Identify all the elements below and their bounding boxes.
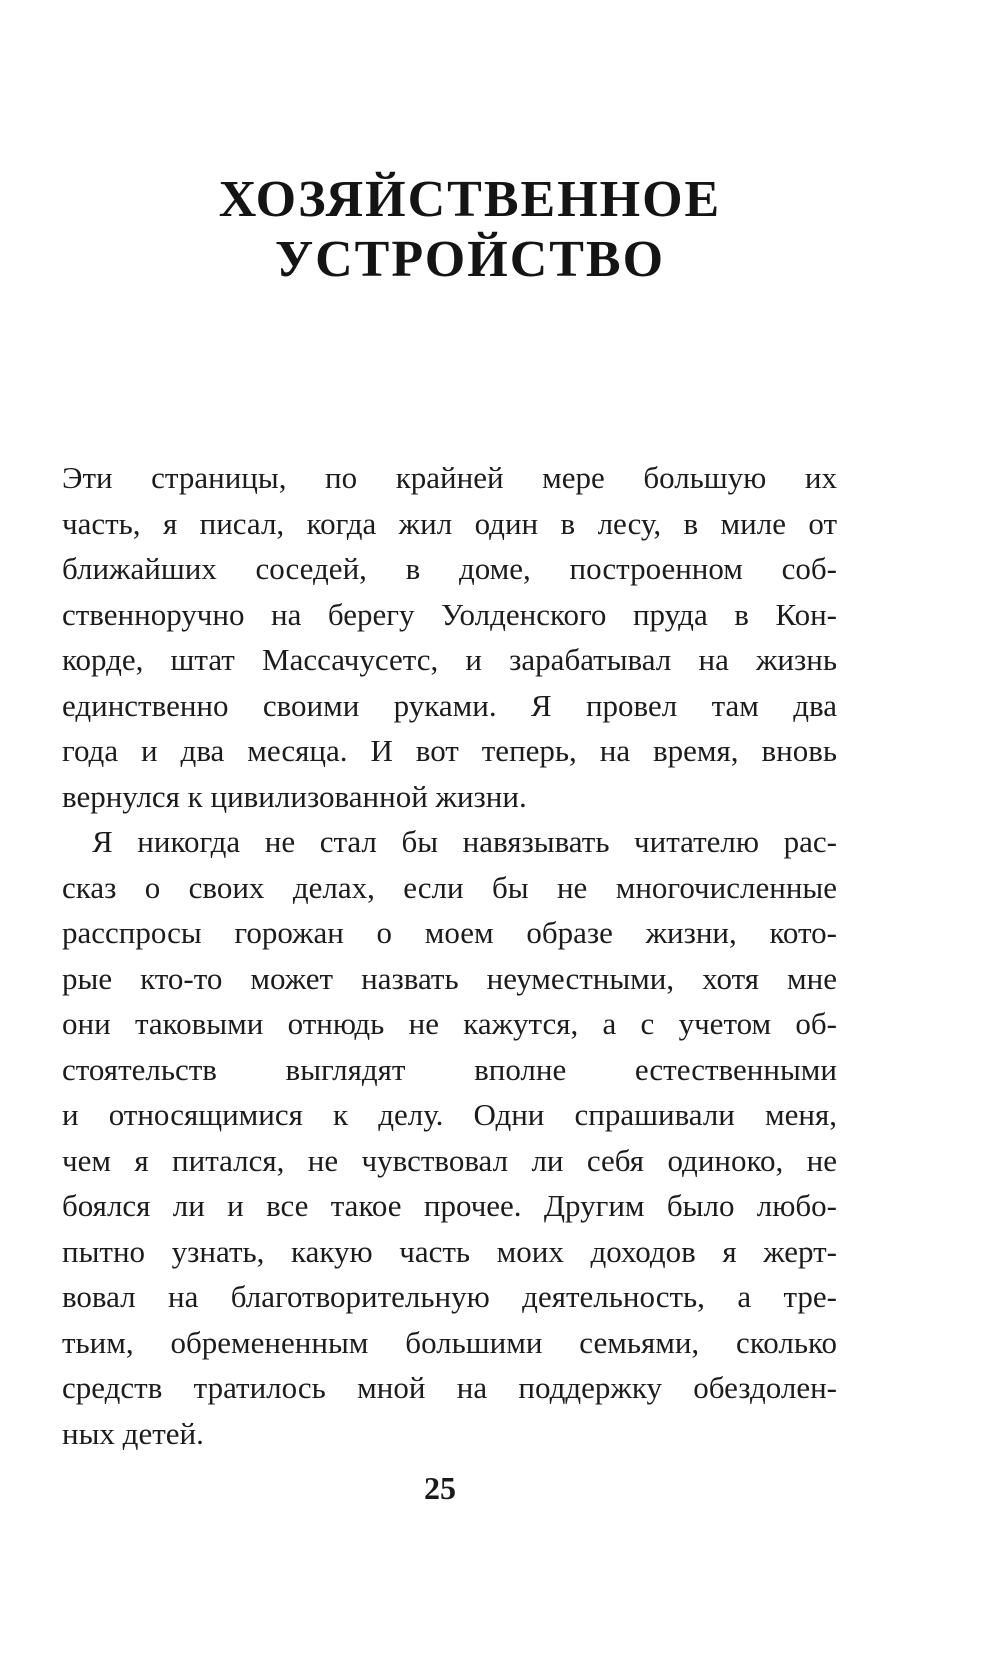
text-line: ближайших соседей, в доме, построенном соб- bbox=[62, 551, 837, 586]
text-line: стоятельств выглядят вполне естественными bbox=[62, 1051, 837, 1087]
text-line: вернулся к цивилизованной жизни. bbox=[62, 778, 527, 814]
text-line: часть, я писал, когда жил один в лесу, в миле от bbox=[62, 505, 837, 541]
text-line: единственно своими руками. Я провел там два bbox=[62, 687, 837, 723]
text-line: года и два месяца. И вот теперь, на время, вновь bbox=[62, 733, 837, 768]
text-line: они таковыми отнюдь не кажутся, а с учетом об- bbox=[62, 1006, 837, 1041]
text-line: корде, штат Массачусетс, и зарабатывал на жизнь bbox=[62, 642, 837, 677]
text-line: средств тратилось мной на поддержку обездолен- bbox=[62, 1370, 837, 1405]
text-line: тьим, обремененным большими семьями, сколько bbox=[62, 1324, 837, 1360]
text-line: ственноручно на берегу Уолденского пруда в Кон- bbox=[62, 596, 837, 632]
chapter-body bbox=[62, 455, 837, 1456]
text-line: расспросы горожан о моем образе жизни, кото- bbox=[62, 915, 837, 950]
text-line: сказ о своих делах, если бы не многочисленные bbox=[62, 869, 837, 905]
text-line: ных детей. bbox=[62, 1415, 204, 1451]
text-line: чем я питался, не чувствовал ли себя одиноко, не bbox=[62, 1142, 837, 1178]
text-line: вовал на благотворительную деятельность, а тре- bbox=[62, 1279, 837, 1314]
chapter-title-line: УСТРОЙСТВО bbox=[274, 230, 666, 288]
paragraph bbox=[62, 455, 837, 819]
text-line: пытно узнать, какую часть моих доходов я жерт- bbox=[62, 1233, 837, 1269]
chapter-title bbox=[0, 170, 940, 290]
text-line: боялся ли и все такое прочее. Другим было любо- bbox=[62, 1188, 837, 1223]
paragraph bbox=[62, 819, 837, 1456]
text-line: Я никогда не стал бы навязывать читателю рас- bbox=[92, 824, 837, 859]
text-line: рые кто-то может назвать неуместными, хотя мне bbox=[62, 960, 837, 996]
text-line: и относящимися к делу. Одни спрашивали меня, bbox=[62, 1097, 837, 1132]
text-line: Эти страницы, по крайней мере большую их bbox=[62, 460, 837, 495]
chapter-title-line: ХОЗЯЙСТВЕННОЕ bbox=[218, 170, 722, 228]
page-number: 25 bbox=[424, 1470, 456, 1506]
